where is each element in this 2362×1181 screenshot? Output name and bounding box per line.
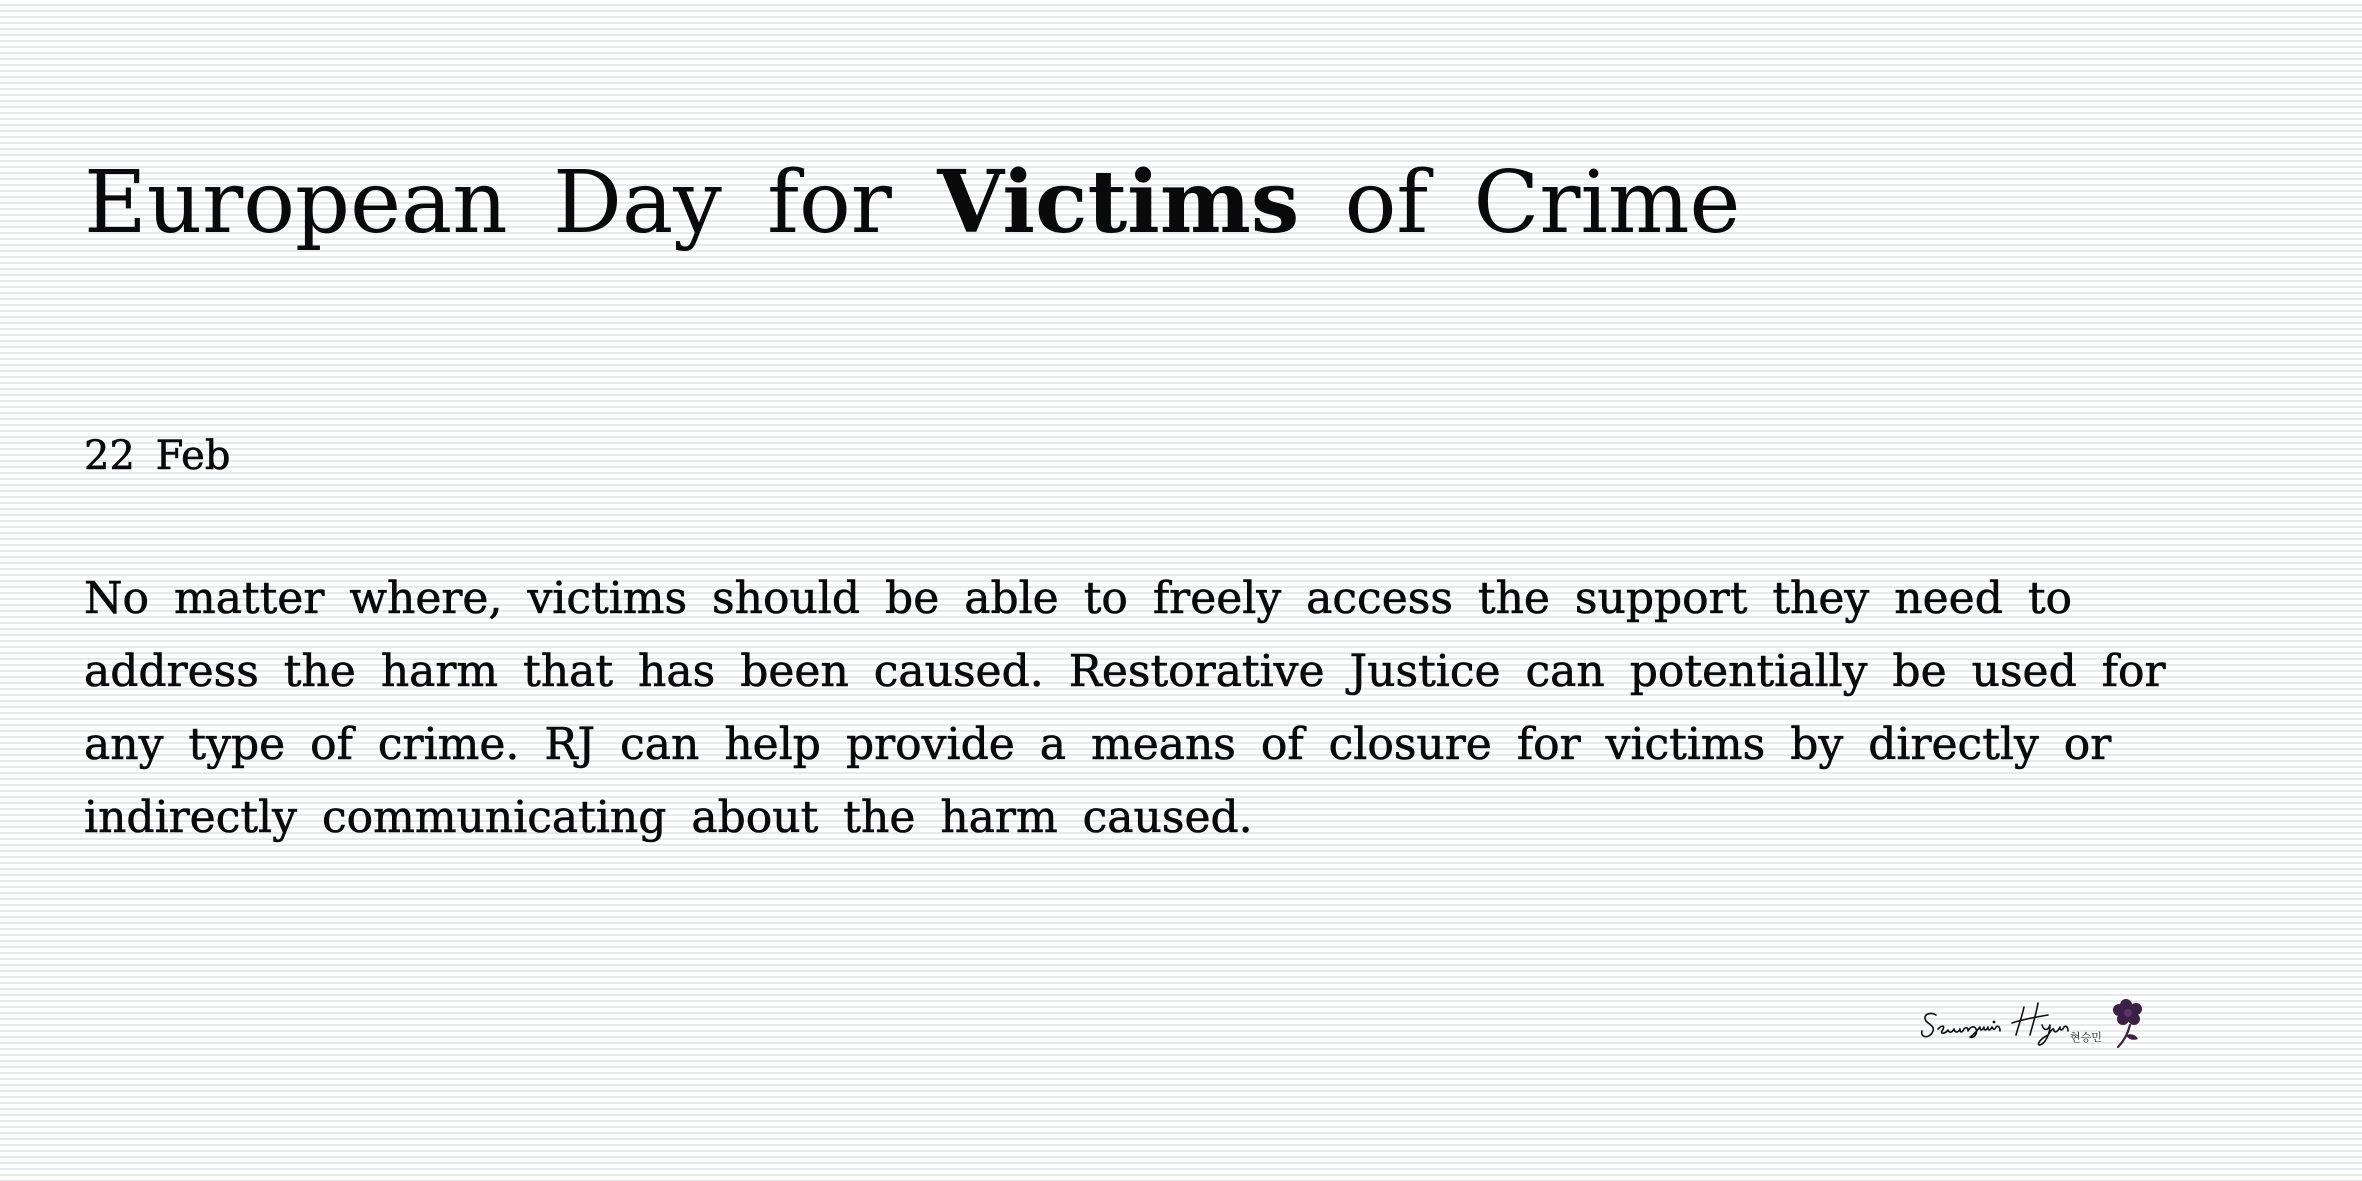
body-paragraph	[84, 562, 2204, 854]
title-part-2: of Crime	[1344, 153, 1741, 253]
signature-hangul: 현승민	[2070, 1031, 2102, 1044]
signature-handwriting	[1922, 1003, 2068, 1045]
signature	[1920, 985, 2160, 1055]
date-label: 22 Feb	[84, 433, 231, 479]
body-line-3: any type of crime. RJ can help provide a means of closure for victims by directly or	[84, 719, 2112, 770]
body-line-2: address the harm that has been caused. Restorative Justice can potentially be used for	[84, 646, 2166, 697]
body-line-4: indirectly communicating about the harm caused.	[84, 792, 1253, 843]
title-emphasis: Victims	[937, 152, 1300, 253]
flower-icon	[2113, 999, 2142, 1047]
signature-graphic	[1920, 985, 2160, 1055]
body-line-1: No matter where, victims should be able to freely access the support they need to	[84, 573, 2073, 624]
page-title	[84, 152, 1741, 253]
title-part-1: European Day for	[84, 153, 892, 253]
